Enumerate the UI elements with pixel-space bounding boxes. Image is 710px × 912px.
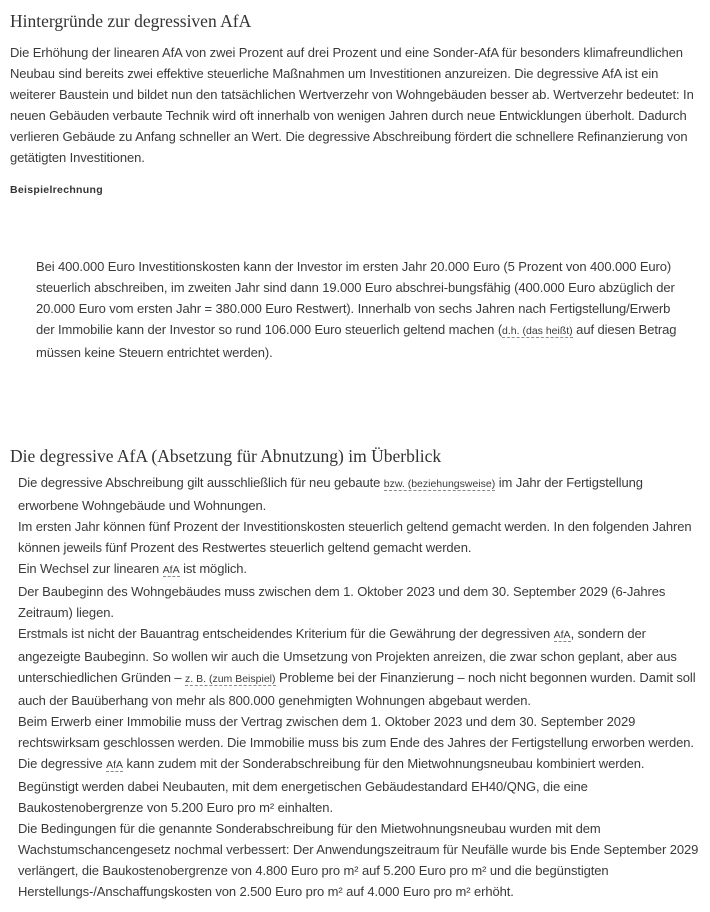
overview-list-item: Ein Wechsel zur linearen AfA ist möglich. (18, 561, 247, 576)
overview-list-item: Beim Erwerb einer Immobilie muss der Vertrag zwischen dem 1. Oktober 2023 und dem 30. September 2029 rechtswirksam geschlossen werden. Die Immobilie muss bis zum Ende des Jahres der Fertigstellung erworben werden. (18, 714, 694, 750)
intro-paragraph: Die Erhöhung der linearen AfA von zwei Prozent auf drei Prozent und eine Sonder-AfA für besonders klimafreundlichen Neubau sind bereits zwei effektive steuerliche Maßnahmen um Investitionen anzureizen. Die degressive AfA ist ein weiterer Baustein und bildet nun den tatsächlichen Wertverzehr von Wohngebäuden besser ab. Wertverzehr bedeutet: In neuen Gebäuden verbaute Technik wird oft innerhalb von wenigen Jahren durch neue Entwicklungen überholt. Dadurch verlieren Gebäude zu Anfang schneller an Wert. Die degressive Abschreibung fördert die schnellere Refinanzierung von getätigten Investitionen. (10, 45, 694, 165)
overview-list-item: Die degressive AfA kann zudem mit der Sonderabschreibung für den Mietwohnungsneubau kombiniert werden. Begünstigt werden dabei Neubauten, mit dem energetischen Gebäudestandard EH40/QNG, die eine Baukostenobergrenze von 5.200 Euro pro m² einhalten. (18, 756, 645, 815)
abbreviation: AfA (162, 564, 180, 576)
overview-list-item: Die degressive Abschreibung gilt ausschließlich für neu gebaute bzw. (beziehungsweise) im Jahr der Fertigstellung erworbene Wohngebäude und Wohnungen. (18, 475, 643, 513)
overview-list-item: Der Baubeginn des Wohngebäudes muss zwischen dem 1. Oktober 2023 und dem 30. September 2029 (6-Jahres Zeitraum) liegen. (18, 584, 666, 620)
section-title-ueberblick: Die degressive AfA (Absetzung für Abnutzung) im Überblick (10, 446, 442, 466)
overview-list (10, 472, 700, 902)
abbreviation: d.h. (das heißt) (502, 325, 573, 337)
overview-list-item: Im ersten Jahr können fünf Prozent der Investitionskosten steuerlich geltend gemacht werden. In den folgenden Jahren können jeweils fünf Prozent des Restwertes steuerlich geltend gemacht werden. (18, 519, 692, 555)
example-calculation-quote (36, 256, 690, 363)
abbreviation: bzw. (beziehungsweise) (383, 478, 496, 490)
example-quote-text: Bei 400.000 Euro Investitionskosten kann der Investor im ersten Jahr 20.000 Euro (5 Prozent von 400.000 Euro) steuerlich abschreiben, im zweiten Jahr sind dann 19.000 Euro abschrei-bungsfähig (400.000 Euro abzüglich der 20.000 Euro vom ersten Jahr = 380.000 Euro Restwert). Innerhalb von sechs Jahren nach Fertigstellung/Erwerb der Immobilie kann der Investor so rund 106.000 Euro steuerlich geltend machen (d.h. (das heißt) auf diesen Betrag müssen keine Steuern entrichtet werden). (36, 259, 677, 360)
abbreviation: z. B. (zum Beispiel) (185, 673, 276, 685)
section-title-hintergruende: Hintergründe zur degressiven AfA (10, 11, 252, 31)
overview-list-item: Erstmals ist nicht der Bauantrag entscheidendes Kriterium für die Gewährung der degressiven AfA, sondern der angezeigte Baubeginn. So wollen wir auch die Umsetzung von Projekten anreizen, die zwar schon geplant, aber aus unterschiedlichen Gründen – z. B. (zum Beispiel) Probleme bei der Finanzierung – noch nicht begonnen wurden. Damit soll auch der Bauüberhang von mehr als 800.000 genehmigten Wohnungen abgebaut werden. (18, 626, 696, 708)
abbreviation: AfA (553, 629, 571, 641)
example-calculation-label: Beispielrechnung (10, 184, 103, 196)
abbreviation: AfA (106, 759, 124, 771)
overview-list-item: Die Bedingungen für die genannte Sonderabschreibung für den Mietwohnungsneubau wurden mit dem Wachstumschancengesetz nochmal verbessert: Der Anwendungszeitraum für Neufälle wurde bis Ende September 2029 verlängert, die Baukostenobergrenze von 4.800 Euro pro m² auf 5.200 Euro pro m² und die begünstigten Herstellungs-/Anschaffungskosten von 2.500 Euro pro m² auf 4.000 Euro pro m² erhöht. (18, 821, 699, 899)
